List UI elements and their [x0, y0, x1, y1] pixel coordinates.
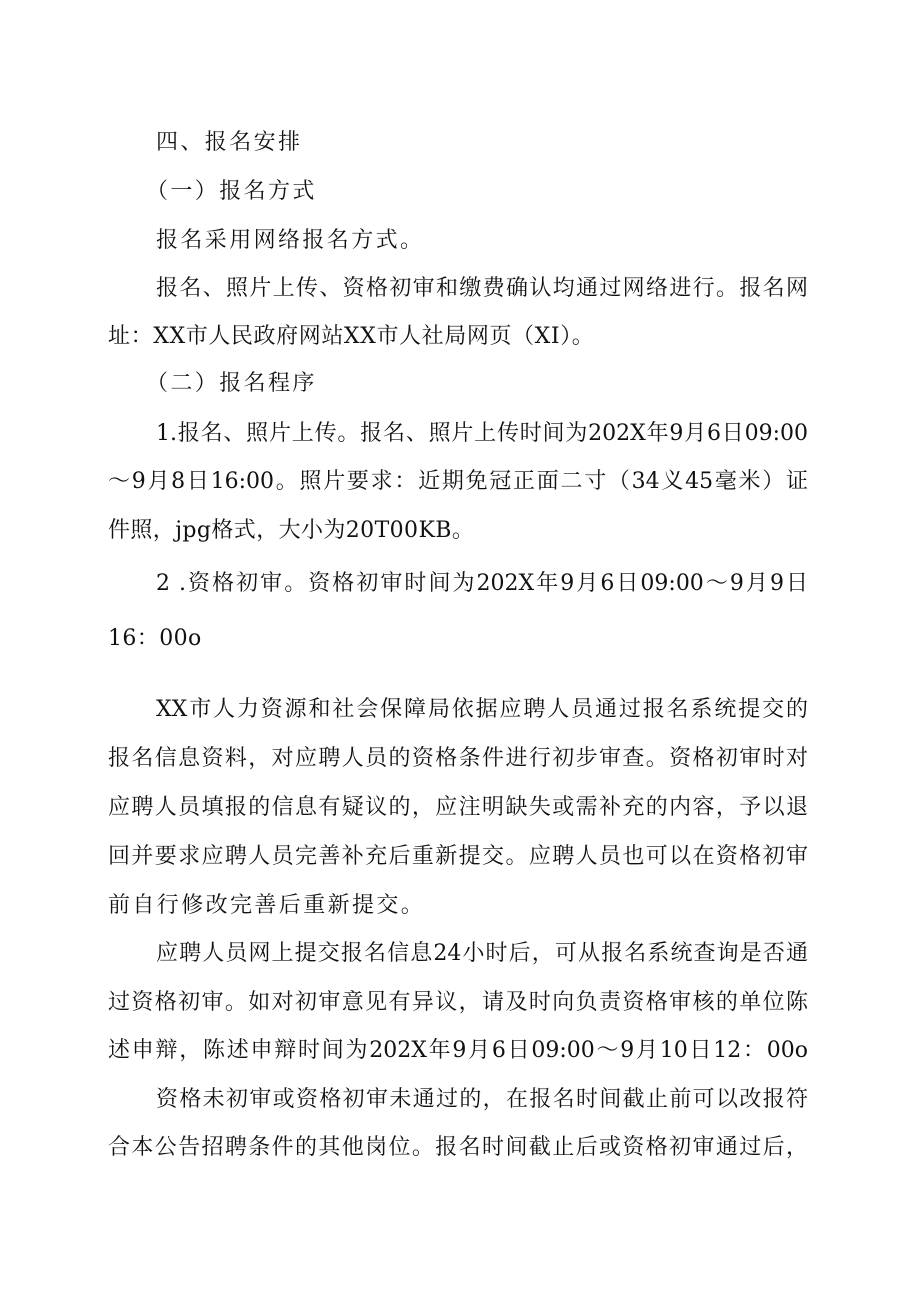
query-paragraph-line2: 过资格初审。如对初审意见有异议，请及时向负责资格审核的单位陈 — [108, 990, 808, 1015]
review-paragraph-line4: 回并要求应聘人员完善补充后重新提交。应聘人员也可以在资格初审 — [108, 844, 808, 869]
subsection-heading-procedure: （二）报名程序 — [146, 371, 317, 396]
change-paragraph-line1: 资格未初审或资格初审未通过的，在报名时间截止前可以改报符 — [156, 1087, 808, 1112]
paragraph-online-line2: 址：XX市人民政府网站XX市人社局网页（XI）。 — [108, 324, 595, 349]
review-paragraph-line3: 应聘人员填报的信息有疑议的，应注明缺失或需补充的内容，予以退 — [108, 795, 808, 820]
review-paragraph-line5: 前自行修改完善后重新提交。 — [108, 893, 426, 918]
item-1-line1: 1.报名、照片上传。报名、照片上传时间为202X年9月6日09:00 — [156, 421, 808, 446]
section-heading: 四、报名安排 — [156, 130, 303, 155]
item-1-line2: ～9月8日16:00。照片要求：近期免冠正面二寸（34义45毫米）证 — [108, 469, 808, 494]
query-paragraph-line1: 应聘人员网上提交报名信息24小时后，可从报名系统查询是否通 — [156, 941, 808, 966]
query-paragraph-line3: 述申辩，陈述申辩时间为202X年9月6日09:00～9月10日12：00o — [108, 1038, 808, 1063]
change-paragraph-line2: 合本公告招聘条件的其他岗位。报名时间截止后或资格初审通过后， — [108, 1135, 808, 1160]
paragraph-method: 报名采用网络报名方式。 — [156, 228, 425, 253]
item-1-line3: 件照，jpg格式，大小为20T00KB。 — [108, 518, 475, 543]
item-2-line1: 2 .资格初审。资格初审时间为202X年9月6日09:00～9月9日 — [156, 571, 808, 596]
review-paragraph-line2: 报名信息资料，对应聘人员的资格条件进行初步审查。资格初审时对 — [108, 746, 808, 771]
review-paragraph-line1: XX市人力资源和社会保障局依据应聘人员通过报名系统提交的 — [156, 697, 808, 722]
paragraph-online-line1: 报名、照片上传、资格初审和缴费确认均通过网络进行。报名网 — [156, 276, 808, 301]
subsection-heading-method: （一）报名方式 — [146, 179, 317, 204]
item-2-line2: 16：00o — [108, 626, 202, 651]
